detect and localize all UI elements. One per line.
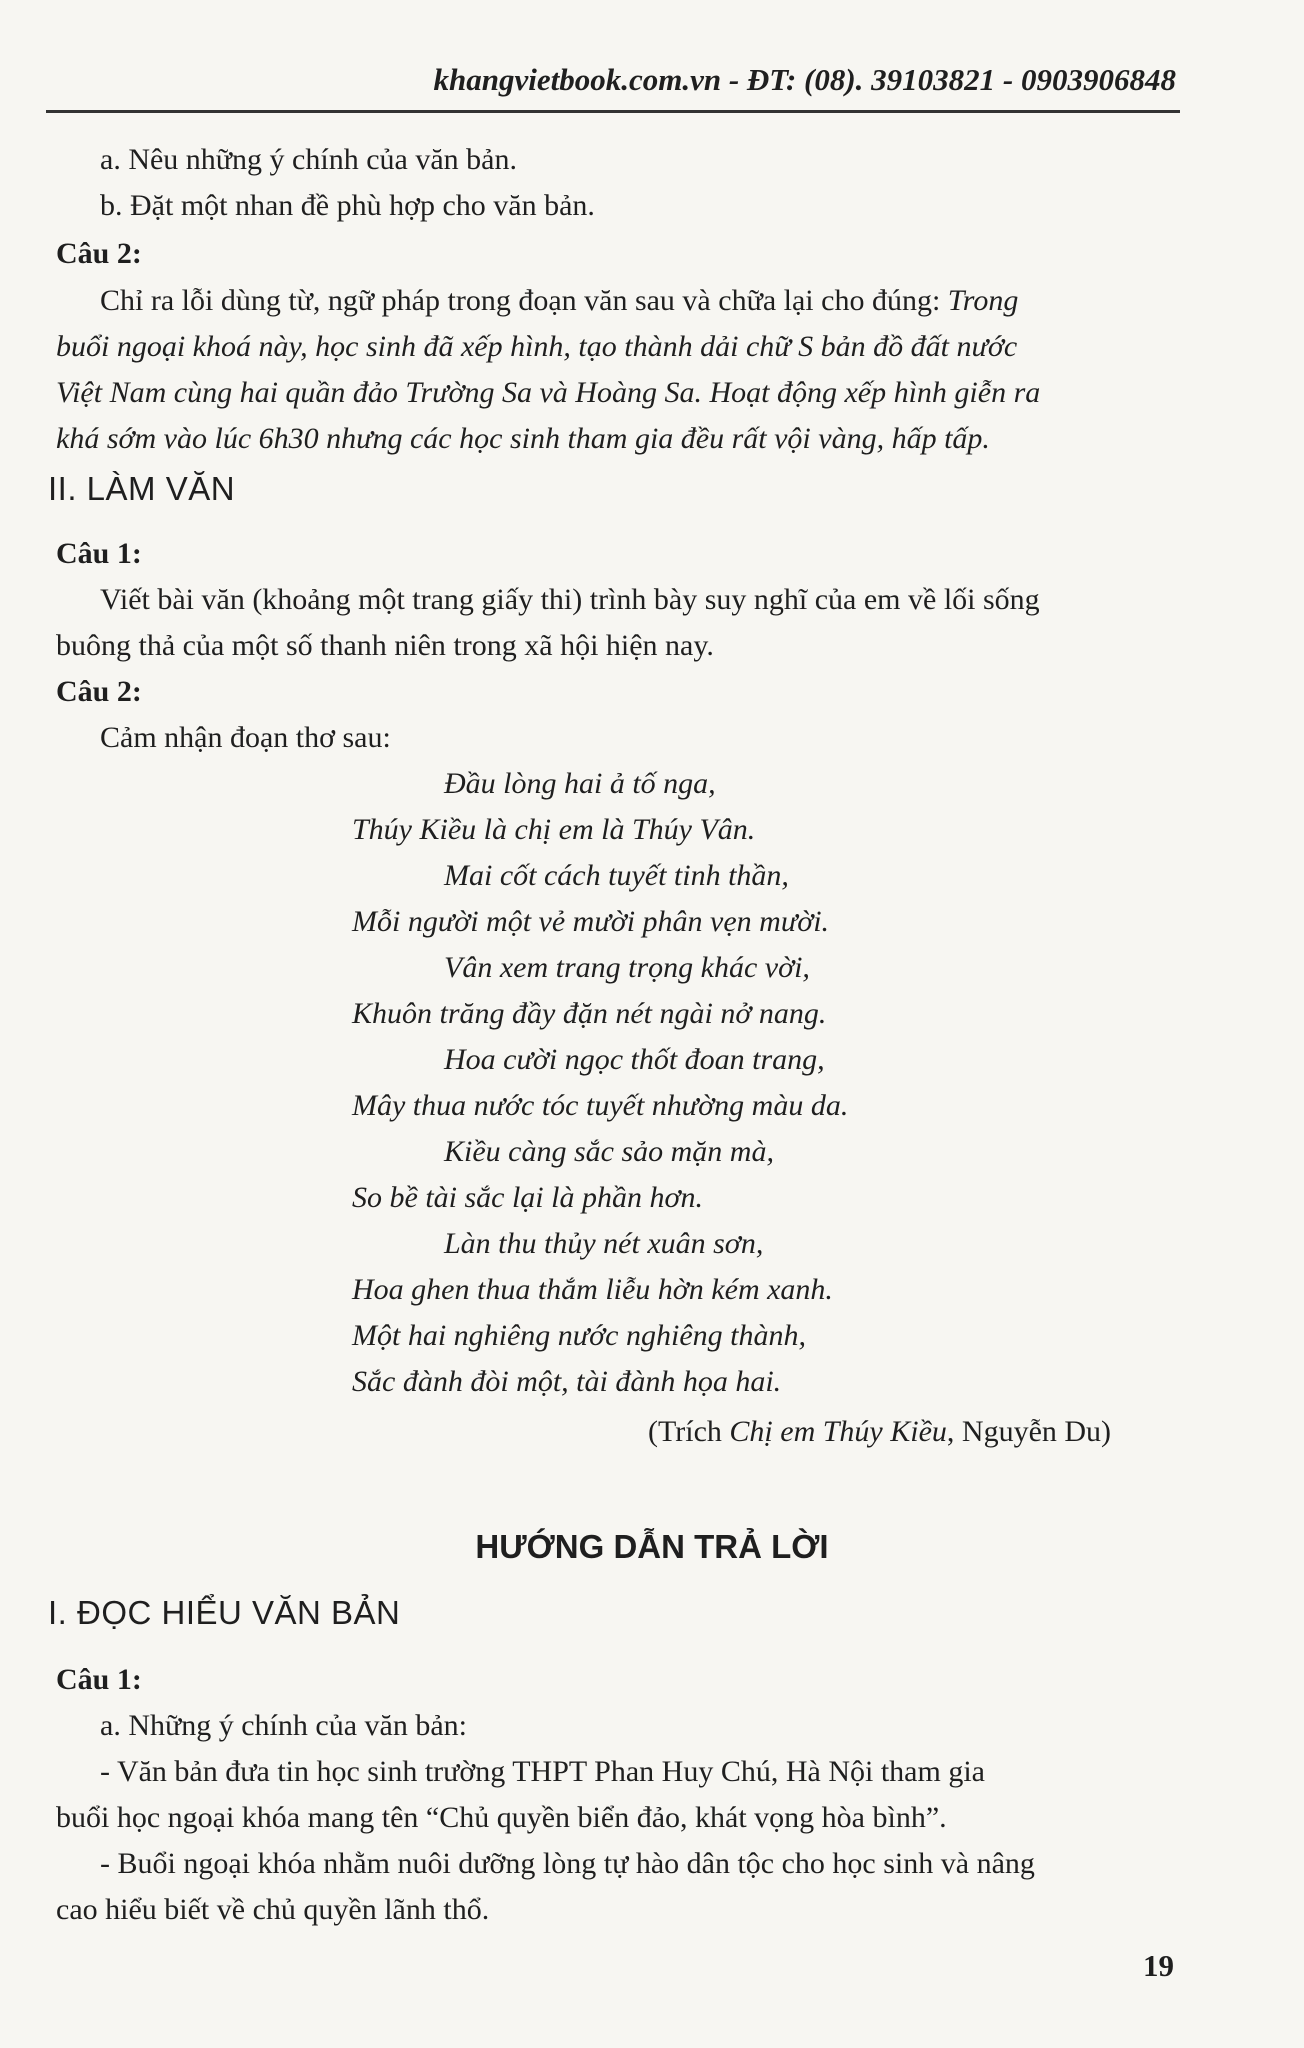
citation-prefix: (Trích xyxy=(648,1415,730,1448)
page-header: khangvietbook.com.vn - ĐT: (08). 39103821 - 0903906848 xyxy=(433,62,1176,97)
answer-bullet-2-line-2: cao hiểu biết về chủ quyền lãnh thổ. xyxy=(56,1893,490,1926)
poem-line: Vân xem trang trọng khác vời, xyxy=(444,951,810,984)
question-2-line-2: buổi ngoại khoá này, học sinh đã xếp hình, tạo thành dải chữ S bản đồ đất nước xyxy=(56,330,1018,363)
poem-line: Một hai nghiêng nước nghiêng thành, xyxy=(352,1319,806,1352)
question-2-line-3: Việt Nam cùng hai quần đảo Trường Sa và Hoàng Sa. Hoạt động xếp hình giễn ra xyxy=(56,376,1041,409)
item-a: a. Nêu những ý chính của văn bản. xyxy=(100,143,517,176)
answer-item-a: a. Những ý chính của văn bản: xyxy=(100,1709,467,1742)
poem-line: Thúy Kiều là chị em là Thúy Vân. xyxy=(352,813,756,846)
question-2-label: Câu 2: xyxy=(56,237,142,270)
poem-line: Làn thu thủy nét xuân sơn, xyxy=(444,1227,764,1260)
citation-work-title: Chị em Thúy Kiều xyxy=(729,1415,947,1448)
lam-van-question-2-intro: Cảm nhận đoạn thơ sau: xyxy=(100,721,391,754)
section-doc-hieu-heading: I. ĐỌC HIỂU VĂN BẢN xyxy=(48,1594,401,1631)
answer-guide-title: HƯỚNG DẪN TRẢ LỜI xyxy=(475,1528,829,1565)
answer-bullet-1-line-1: - Văn bản đưa tin học sinh trường THPT Phan Huy Chú, Hà Nội tham gia xyxy=(100,1755,985,1788)
poem-line: Mỗi người một vẻ mười phân vẹn mười. xyxy=(352,905,830,938)
answer-bullet-1-line-2: buổi học ngoại khóa mang tên “Chủ quyền biển đảo, khát vọng hòa bình”. xyxy=(56,1801,947,1834)
answer-question-1-label: Câu 1: xyxy=(56,1663,142,1696)
poem-citation xyxy=(648,1414,1111,1450)
page-number: 19 xyxy=(1143,1948,1174,1983)
poem-line: Mai cốt cách tuyết tinh thần, xyxy=(444,859,789,892)
poem-line: So bề tài sắc lại là phần hơn. xyxy=(352,1181,703,1214)
poem-line: Sắc đành đòi một, tài đành họa hai. xyxy=(352,1365,782,1398)
poem-line: Kiều càng sắc sảo mặn mà, xyxy=(444,1135,774,1168)
lam-van-question-2-label: Câu 2: xyxy=(56,675,142,708)
poem-line: Khuôn trăng đầy đặn nét ngài nở nang. xyxy=(352,997,827,1030)
question-2-text: Chỉ ra lỗi dùng từ, ngữ pháp trong đoạn văn sau và chữa lại cho đúng: xyxy=(100,284,948,317)
question-2-line-4: khá sớm vào lúc 6h30 nhưng các học sinh tham gia đều rất vội vàng, hấp tấp. xyxy=(56,422,990,455)
poem-line: Hoa cười ngọc thốt đoan trang, xyxy=(444,1043,825,1076)
answer-bullet-2-line-1: - Buổi ngoại khóa nhằm nuôi dưỡng lòng tự hào dân tộc cho học sinh và nâng xyxy=(100,1847,1035,1880)
lam-van-question-1-label: Câu 1: xyxy=(56,537,142,570)
poem-line: Đầu lòng hai ả tố nga, xyxy=(444,767,716,800)
header-rule xyxy=(46,110,1180,113)
item-b: b. Đặt một nhan đề phù hợp cho văn bản. xyxy=(100,189,595,222)
question-2-line-1 xyxy=(100,283,1018,319)
section-lam-van-heading: II. LÀM VĂN xyxy=(48,470,236,507)
citation-author: , Nguyễn Du) xyxy=(946,1415,1112,1448)
poem-line: Mây thua nước tóc tuyết nhường màu da. xyxy=(352,1089,849,1122)
question-2-italic-start: Trong xyxy=(947,284,1019,317)
poem-line: Hoa ghen thua thắm liễu hờn kém xanh. xyxy=(352,1273,833,1306)
lam-van-question-1-line-2: buông thả của một số thanh niên trong xã hội hiện nay. xyxy=(56,629,714,662)
lam-van-question-1-line-1: Viết bài văn (khoảng một trang giấy thi) trình bày suy nghĩ của em về lối sống xyxy=(100,583,1040,616)
